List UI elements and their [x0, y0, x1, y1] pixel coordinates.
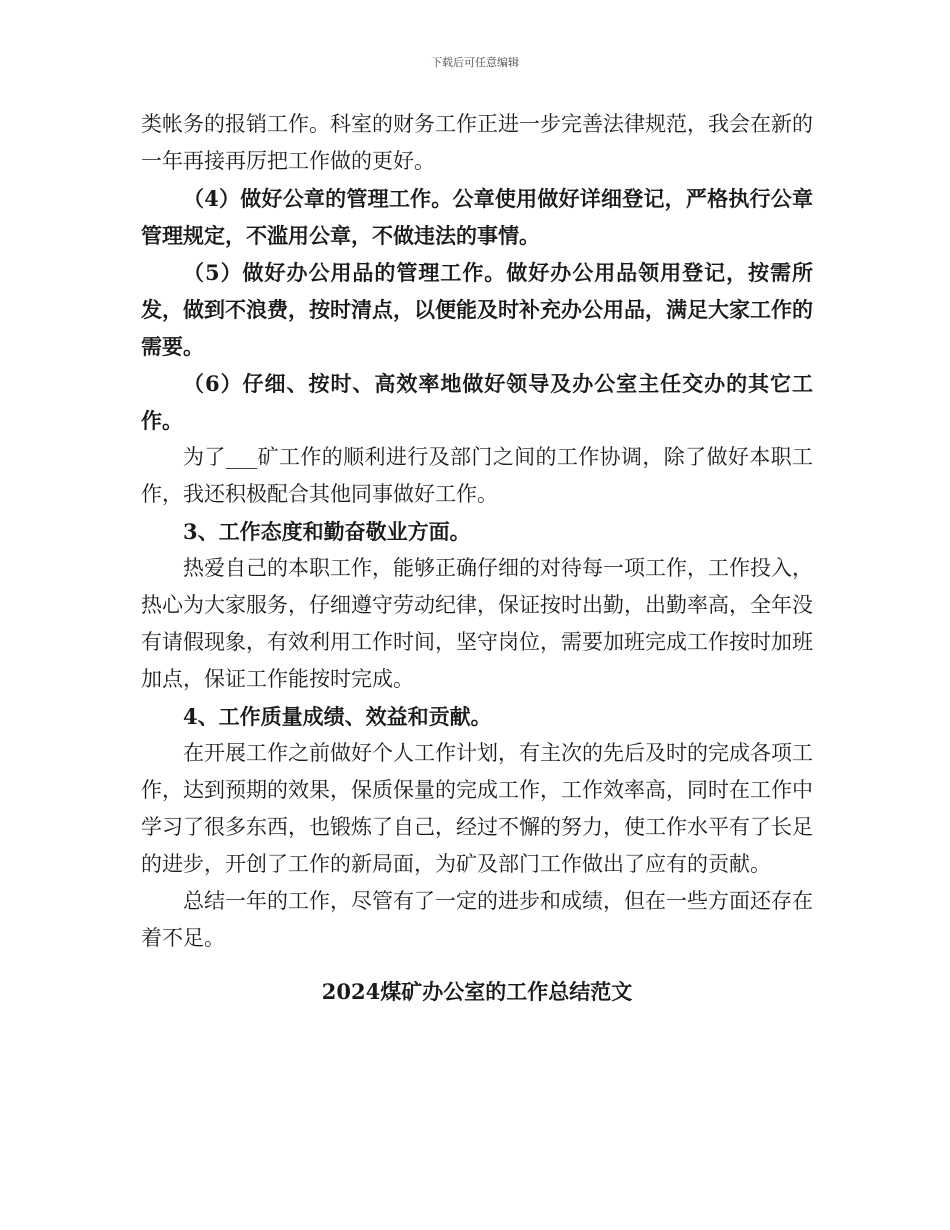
paragraph-quality: 在开展工作之前做好个人工作计划，有主次的先后及时的完成各项工作，达到预期的效果，保质保量的完成工作，工作效率高，同时在工作中学习了很多东西，也锻炼了自己，经过不懈的努力，使工作水平有了长足的进步，开创了工作的新局面，为矿及部门工作做出了应有的贡献。 [141, 741, 813, 876]
paragraph-item-6: （6）仔细、按时、高效率地做好领导及办公室主任交办的其它工作。 [141, 371, 813, 433]
paragraph-summary: 总结一年的工作，尽管有了一定的进步和成绩，但在一些方面还存在着不足。 [141, 889, 813, 950]
paragraph-attitude: 热爱自己的本职工作，能够正确仔细的对待每一项工作，工作投入，热心为大家服务，仔细遵守劳动纪律，保证按时出勤，出勤率高，全年没有请假现象，有效利用工作时间，坚守岗位，需要加班完成工作按时加班加点，保证工作能按时完成。 [141, 556, 813, 691]
document-title: 2024煤矿办公室的工作总结范文 [321, 979, 633, 1004]
paragraph-cooperation: 为了___矿工作的顺利进行及部门之间的工作协调，除了做好本职工作，我还积极配合其他同事做好工作。 [141, 445, 813, 506]
paragraph-item-4: （4）做好公章的管理工作。公章使用做好详细登记，严格执行公章管理规定，不滥用公章，不做违法的事情。 [141, 186, 813, 248]
paragraph-item-5: （5）做好办公用品的管理工作。做好办公用品领用登记，按需所发，做到不浪费，按时清点，以便能及时补充办公用品，满足大家工作的需要。 [141, 260, 813, 359]
document-body [141, 106, 813, 1010]
section-heading-4: 4、工作质量成绩、效益和贡献。 [183, 704, 492, 729]
paragraph-continuation: 类帐务的报销工作。科室的财务工作正进一步完善法律规范，我会在新的一年再接再厉把工作做的更好。 [141, 112, 813, 173]
section-heading-3: 3、工作态度和勤奋敬业方面。 [183, 519, 471, 544]
page-header: 下载后可任意编辑 [431, 56, 519, 69]
